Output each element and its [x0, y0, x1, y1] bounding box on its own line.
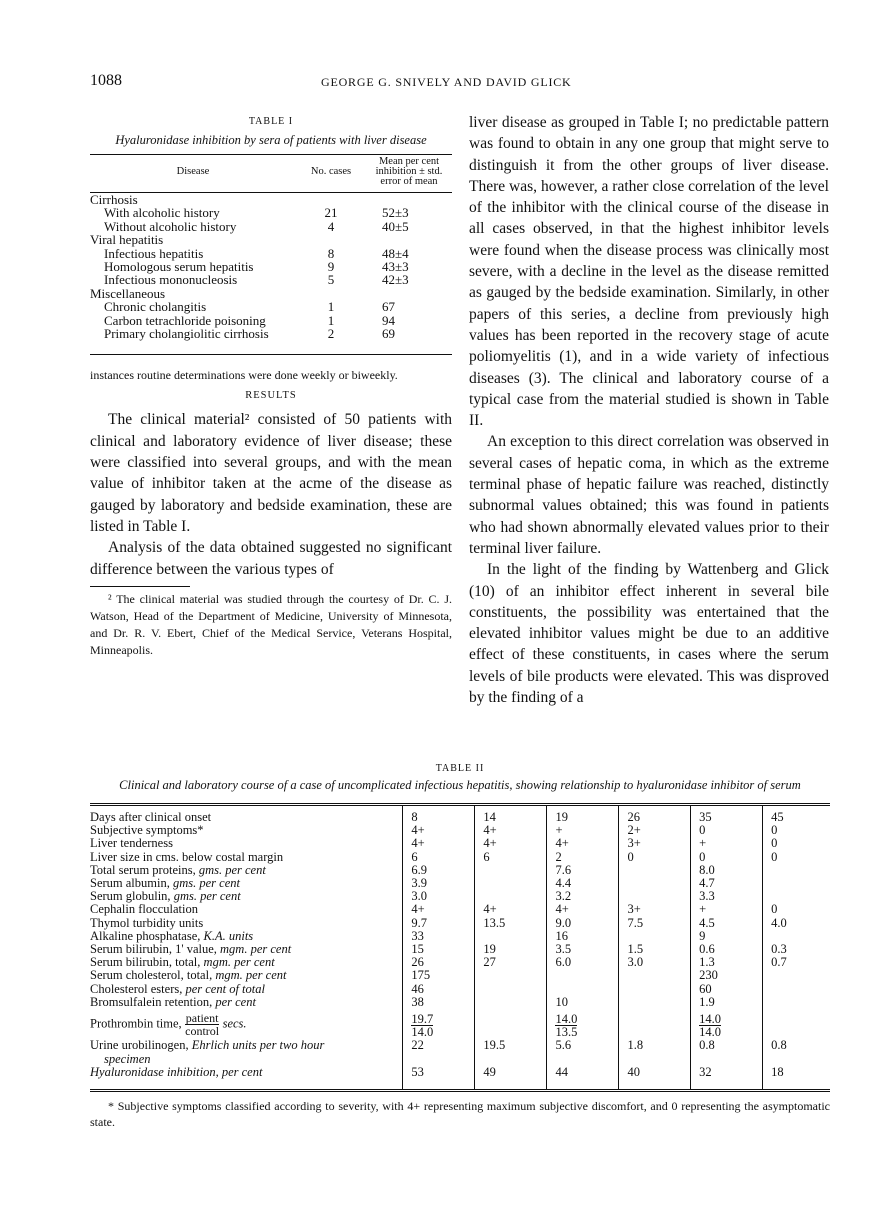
- table1-row: [90, 247, 452, 260]
- row-label-text: Alkaline phosphatase,: [90, 928, 204, 943]
- table2-value: 8.0: [691, 864, 763, 877]
- table1-row: [90, 300, 452, 313]
- table2-value: 4+: [475, 903, 547, 916]
- table2-row: [90, 805, 830, 825]
- table2-value: 4+: [547, 837, 619, 850]
- table2-value: 0: [619, 851, 691, 864]
- case-count: [296, 233, 366, 246]
- table2-value: [475, 983, 547, 996]
- table1-label: TABLE I: [248, 116, 294, 127]
- right-para-3: In the light of the finding by Wattenberg and Glick (10) of an inhibitor effect inherent in several bile constituents, the possibility was entertained that the elevated inhibitor values might be due to an additive effect of these constituents, in cases where the serum levels of bile products were elevated. This was disproved by the finding of a: [469, 561, 829, 707]
- table2-label: TABLE II: [435, 763, 485, 774]
- prothrombin-patient: 19.7: [411, 1012, 434, 1027]
- disease-name: Infectious hepatitis: [104, 245, 204, 261]
- case-count: 21: [324, 205, 338, 221]
- fraction-numerator: patient: [185, 1010, 219, 1025]
- table2-value: [475, 877, 547, 890]
- table2-footnote: * Subjective symptoms classified according to severity, with 4+ representing maximum subjective discomfort, and 0 representing the asymptomatic state.: [90, 1099, 830, 1130]
- table2-value: 3.5: [547, 943, 619, 956]
- right-column: [469, 112, 829, 708]
- row-label-text: Cholesterol esters,: [90, 981, 186, 996]
- table2-value: 4.4: [547, 877, 619, 890]
- row-label-text: Liver tenderness: [90, 836, 173, 851]
- page-number: 1088: [90, 72, 122, 89]
- table2-value: 4+: [403, 824, 475, 837]
- row-label-unit2: specimen: [104, 1051, 151, 1066]
- table2-value: 32: [691, 1066, 763, 1091]
- table2-value: [619, 1009, 691, 1039]
- table2-value: 4+: [475, 824, 547, 837]
- table2-value: 16: [547, 930, 619, 943]
- table2-value: 0: [763, 824, 830, 837]
- table2-value: 46: [403, 983, 475, 996]
- table2-value: +: [691, 903, 763, 916]
- table1: [90, 154, 452, 355]
- table2-value: 26: [619, 805, 691, 825]
- table2-value: 0.6: [691, 943, 763, 956]
- table2-body: [90, 805, 830, 1091]
- mean-inhibition: 43±3: [382, 259, 409, 275]
- table2-row-prothrombin: [90, 1009, 830, 1039]
- case-count: [296, 193, 366, 207]
- table1-header-mean: Mean per cent inhibition ± std. error of mean: [375, 156, 443, 187]
- row-label-unit: mgm. per cent: [215, 968, 287, 983]
- right-para-2: An exception to this direct correlation was observed in several cases of hepatic coma, in which as the extreme terminal phase of hepatic failure was reached, distinctly subnormal values obtained; this was found in patients who had shown abnormally elevated values prior to their terminal liver failure.: [469, 433, 829, 557]
- table2-value: [763, 996, 830, 1009]
- row-label-unit: secs.: [222, 1016, 247, 1031]
- case-count: 5: [327, 272, 335, 288]
- table2-value: 49: [475, 1066, 547, 1091]
- table2-value: 0.7: [763, 956, 830, 969]
- disease-name: Cirrhosis: [90, 192, 138, 207]
- results-para-2: Analysis of the data obtained suggested no significant difference between the various types of: [90, 539, 452, 578]
- table1-header-disease: Disease: [176, 166, 210, 177]
- row-label-unit: per cent: [215, 994, 256, 1009]
- table2-row-urine: [90, 1039, 830, 1065]
- row-label-text: Cephalin flocculation: [90, 902, 198, 917]
- row-label-text: Serum globulin,: [90, 889, 174, 904]
- footnote-2: ² The clinical material was studied through the courtesy of Dr. C. J. Watson, Head of the Department of Medicine, University of Minnesota, and Dr. R. V. Ebert, Chief of the Medical Service, Veterans Hospital, Minneapolis.: [90, 591, 452, 657]
- mean-inhibition: 40±5: [382, 218, 409, 234]
- table2-value: 18: [763, 1066, 830, 1091]
- table2-value: 3.0: [403, 890, 475, 903]
- row-label-unit: mgm. per cent: [220, 942, 292, 957]
- row-label-text: Prothrombin time,: [90, 1016, 185, 1031]
- table2-value: 0: [763, 837, 830, 850]
- table2-row: [90, 824, 830, 837]
- running-head: GEORGE G. SNIVELY AND DAVID GLICK: [321, 75, 572, 89]
- mean-inhibition: 52±3: [382, 205, 409, 221]
- case-count: 8: [327, 245, 335, 261]
- table2-value: 14: [475, 805, 547, 825]
- table1-row: [90, 287, 452, 300]
- table2-value: 4+: [475, 837, 547, 850]
- table2-row-label: Hyaluronidase inhibition, per cent: [90, 1066, 403, 1091]
- table2-value: 1.3: [691, 956, 763, 969]
- table2-value: [547, 983, 619, 996]
- table2-value: 0: [691, 824, 763, 837]
- disease-name: Viral hepatitis: [90, 232, 164, 248]
- table1-row: [90, 314, 452, 327]
- table2-value: 0.8: [691, 1039, 763, 1065]
- table2-value: [691, 1009, 763, 1039]
- right-para-1: liver disease as grouped in Table I; no predictable pattern was found to obtain in any one group that might serve to distinguish it from the other groups of liver disease. There was, however, a rather close correlation of the level of the inhibitor with the clinical course of the disease in all cases observed, in that the highest inhibitor levels were found when the disease process was clinically most severe, with a decline in the level as the disease remitted as gauged by the bedside examination. Similarly, in other papers of this series, a decline from previously high values has been reported in the recovery stage of acute poliomyelitis (1), and in a wide variety of infectious diseases (3). The clinical and laboratory course of a typical case from the material studied is shown in Table II.: [469, 114, 829, 430]
- table2-value: 4+: [403, 837, 475, 850]
- case-count: 1: [327, 312, 335, 328]
- page-header: [90, 72, 850, 96]
- table2-value: +: [547, 824, 619, 837]
- table2-value: 13.5: [475, 917, 547, 930]
- table2-value: 9.0: [547, 917, 619, 930]
- fraction-denominator: control: [185, 1023, 220, 1038]
- table2-caption: Clinical and laboratory course of a case of uncomplicated infectious hepatitis, showing relationship to hyaluronidase inhibitor of serum: [119, 778, 801, 792]
- table2-value: 6.9: [403, 864, 475, 877]
- table2-value: +: [691, 837, 763, 850]
- disease-name: Primary cholangiolitic cirrhosis: [90, 327, 296, 355]
- mean-inhibition: 42±3: [382, 272, 409, 288]
- para-continuation: instances routine determinations were done weekly or biweekly.: [90, 368, 398, 383]
- table1-row: [90, 220, 452, 233]
- disease-name: Without alcoholic history: [104, 218, 237, 234]
- table2-row: [90, 890, 830, 903]
- table1-row: [90, 273, 452, 286]
- mean-inhibition: 69: [366, 327, 452, 355]
- table2-value: 0.8: [763, 1039, 830, 1065]
- table2-value: 2: [547, 851, 619, 864]
- table2-value: [763, 877, 830, 890]
- table2-value: 6: [403, 851, 475, 864]
- case-count: 1: [327, 299, 335, 315]
- table2-value: 15: [403, 943, 475, 956]
- table2-value: 45: [763, 805, 830, 825]
- table2-value: [475, 1009, 547, 1039]
- table2-value: 40: [619, 1066, 691, 1091]
- table2: [90, 803, 830, 1092]
- case-count: 2: [296, 327, 366, 355]
- table2-value: 44: [547, 1066, 619, 1091]
- table2-value: [619, 996, 691, 1009]
- table1-row: [90, 206, 452, 219]
- table2-row-label: [90, 1039, 403, 1065]
- row-label-text: Urine urobilinogen,: [90, 1038, 192, 1053]
- row-label-unit: gms. per cent: [173, 889, 241, 904]
- row-label-text: Serum bilirubin, 1' value,: [90, 942, 221, 957]
- section-heading-results: RESULTS: [245, 390, 297, 402]
- table2-value: 3.3: [691, 890, 763, 903]
- table2-value: 3+: [619, 837, 691, 850]
- table2-value: 3.0: [619, 956, 691, 969]
- row-label-unit: K.A. units: [203, 928, 254, 943]
- table2-value: [547, 969, 619, 982]
- disease-name: Homologous serum hepatitis: [104, 259, 254, 275]
- disease-name: Chronic cholangitis: [104, 299, 207, 315]
- prothrombin-patient: 14.0: [555, 1012, 578, 1027]
- row-label-text: Thymol turbidity units: [90, 915, 204, 930]
- table1-row: [90, 327, 452, 355]
- case-count: 9: [327, 259, 335, 275]
- table2-value: 33: [403, 930, 475, 943]
- table2-value: [619, 864, 691, 877]
- table2-value: 27: [475, 956, 547, 969]
- row-label-text: Bromsulfalein retention,: [90, 994, 216, 1009]
- left-column: [90, 116, 452, 659]
- row-label-text: Subjective symptoms*: [90, 823, 204, 838]
- table1-row: [90, 260, 452, 273]
- table2-value: 3+: [619, 903, 691, 916]
- table1-caption: Hyaluronidase inhibition by sera of patients with liver disease: [115, 133, 427, 147]
- table2-value: 0: [763, 851, 830, 864]
- table2-value: 19: [475, 943, 547, 956]
- table2-row-label: [90, 1009, 403, 1039]
- table2-value: 4+: [547, 903, 619, 916]
- table2-value: [619, 969, 691, 982]
- table2-value: 4+: [403, 903, 475, 916]
- row-label-text: Total serum proteins,: [90, 862, 199, 877]
- table2-value: 53: [403, 1066, 475, 1091]
- table2-value: 0.3: [763, 943, 830, 956]
- case-count: [296, 287, 366, 300]
- table2-value: 8: [403, 805, 475, 825]
- prothrombin-patient: 14.0: [699, 1012, 721, 1027]
- table2-value: 1.5: [619, 943, 691, 956]
- table2-value: [763, 983, 830, 996]
- table2-value: [619, 877, 691, 890]
- disease-name: With alcoholic history: [104, 205, 220, 221]
- row-label-text: Liver size in cms. below costal margin: [90, 849, 284, 864]
- table2-value: [763, 1009, 830, 1039]
- table2-value: [475, 969, 547, 982]
- table2-value: 5.6: [547, 1039, 619, 1065]
- row-label-text: Serum albumin,: [90, 876, 173, 891]
- table2-value: 22: [403, 1039, 475, 1065]
- prothrombin-fraction: [185, 1012, 220, 1037]
- table1-row: [90, 233, 452, 246]
- prothrombin-control: 14.0: [411, 1025, 434, 1040]
- table2-value: 7.6: [547, 864, 619, 877]
- table2-value: 4.7: [691, 877, 763, 890]
- table2-value: 38: [403, 996, 475, 1009]
- mean-inhibition: 94: [382, 312, 395, 328]
- table2-value: 9.7: [403, 917, 475, 930]
- table2-row-label: [90, 996, 403, 1009]
- table2-value: 6.0: [547, 956, 619, 969]
- table2-value: [475, 996, 547, 1009]
- table2-value: 1.9: [691, 996, 763, 1009]
- table2-value: 3.9: [403, 877, 475, 890]
- table2-value: 60: [691, 983, 763, 996]
- row-label-unit: mgm. per cent: [203, 955, 275, 970]
- row-label-text: Days after clinical onset: [90, 810, 212, 824]
- case-count: 4: [327, 218, 335, 234]
- table2-value: 4.5: [691, 917, 763, 930]
- row-label-text: Serum bilirubin, total,: [90, 955, 204, 970]
- footnote-rule: [90, 586, 190, 587]
- table2-value: 175: [403, 969, 475, 982]
- table2-value: 2+: [619, 824, 691, 837]
- table2-row: [90, 996, 830, 1009]
- table2-value: 0: [763, 903, 830, 916]
- mean-inhibition: 67: [382, 299, 395, 315]
- row-label-unit: gms. per cent: [198, 862, 266, 877]
- disease-name: Infectious mononucleosis: [104, 272, 238, 288]
- table1-body: [90, 193, 452, 355]
- mean-inhibition: [366, 193, 452, 207]
- row-label-unit: Ehrlich units per two hour: [191, 1038, 325, 1053]
- table2-value: 10: [547, 996, 619, 1009]
- table2-value: 19: [547, 805, 619, 825]
- table2-value: [763, 864, 830, 877]
- disease-name: Carbon tetrachloride poisoning: [104, 312, 266, 328]
- table2-value: 19.5: [475, 1039, 547, 1065]
- table2-value: 230: [691, 969, 763, 982]
- table2-value: [763, 969, 830, 982]
- table2-value: 35: [691, 805, 763, 825]
- disease-name: Miscellaneous: [90, 285, 166, 301]
- table2-value: 6: [475, 851, 547, 864]
- prothrombin-control: 14.0: [699, 1025, 721, 1040]
- table2-value: [403, 1009, 475, 1039]
- table2-value: 26: [403, 956, 475, 969]
- table2-row-label: [90, 805, 403, 825]
- table2-value: 3.2: [547, 890, 619, 903]
- results-para-1: The clinical material² consisted of 50 patients with clinical and laboratory evidence of liver disease; these were classified into several groups, and with the mean value of inhibitor taken at the acme of the disease as gauged by laboratory and bedside examination, these are listed in Table I.: [90, 411, 452, 535]
- mean-inhibition: [366, 233, 452, 246]
- table2-value: 1.8: [619, 1039, 691, 1065]
- mean-inhibition: [366, 287, 452, 300]
- row-label-text: Serum cholesterol, total,: [90, 968, 216, 983]
- table2-value: [547, 1009, 619, 1039]
- table2-section: [90, 763, 830, 1130]
- table2-value: 7.5: [619, 917, 691, 930]
- table1-row: [90, 193, 452, 207]
- table1-header-cases: No. cases: [310, 166, 352, 177]
- table1-header-row: [90, 155, 452, 193]
- row-label-unit: per cent of total: [185, 981, 265, 996]
- table2-value: 4.0: [763, 917, 830, 930]
- table2-value: [475, 864, 547, 877]
- table2-value: 0: [691, 851, 763, 864]
- table2-value: 9: [691, 930, 763, 943]
- row-label-unit: gms. per cent: [172, 876, 240, 891]
- prothrombin-control: 13.5: [555, 1025, 578, 1040]
- table2-value: [619, 983, 691, 996]
- table2-row-hyaluronidase: [90, 1066, 830, 1091]
- mean-inhibition: 48±4: [382, 245, 409, 261]
